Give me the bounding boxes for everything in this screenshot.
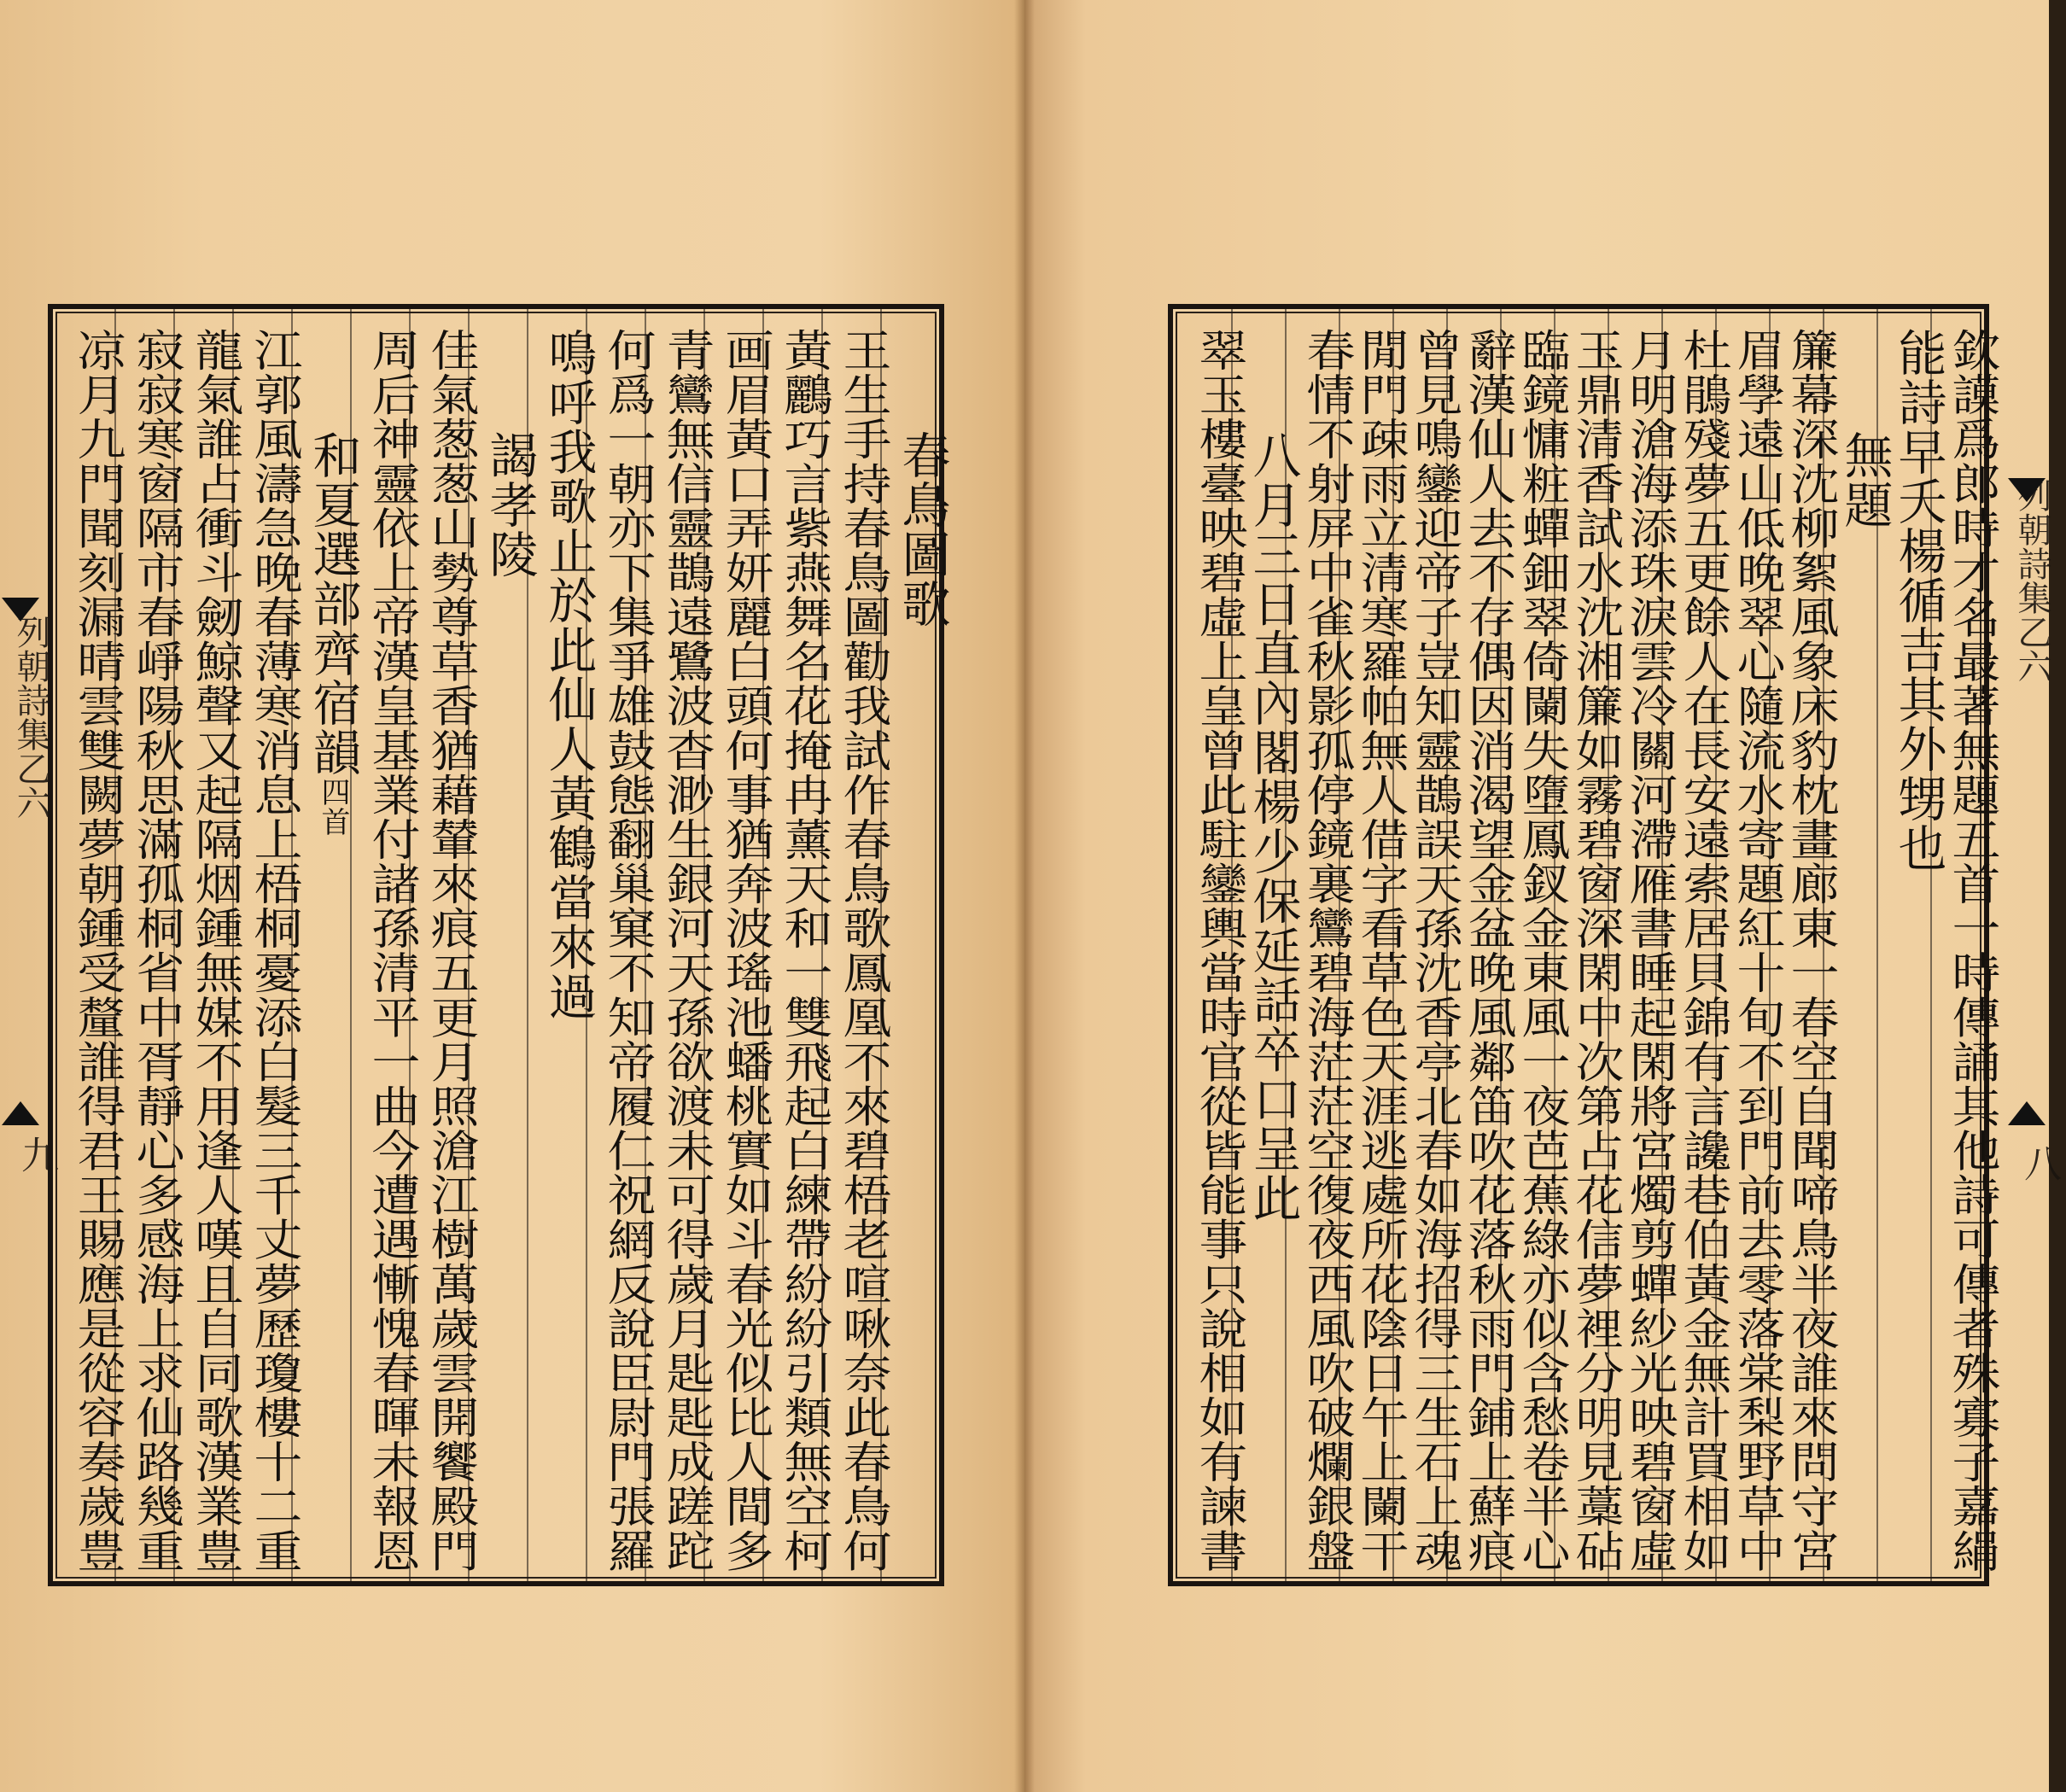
text-column: 無題 bbox=[1836, 430, 1893, 529]
text-column: 欽謨爲郎時才名最著無題五首一時傳誦其他詩可傳者殊寡子嘉絹 bbox=[1944, 328, 2000, 1573]
right-text-frame bbox=[1168, 304, 2000, 1586]
right-margin-title: 列朝詩集乙六 bbox=[2012, 478, 2051, 683]
text-column: 曾見鳴鑾迎帝子豈知靈鵲誤天孫沈香亭北春如海招得三生石上魂 bbox=[1406, 328, 1462, 1573]
text-column: 杜鵑殘夢五更餘人在長安遠索居貝錦有言讒巷伯黃金無計買相如 bbox=[1675, 328, 1731, 1573]
column-note: 四首 bbox=[316, 777, 350, 837]
text-column: 能詩早夭楊循吉其外甥也 bbox=[1890, 328, 1946, 873]
text-column: 黃鸝巧言紫燕舞名花掩冉薰天和一雙飛起白練帶紛紛引類無空柯 bbox=[776, 328, 832, 1573]
book-gutter bbox=[1014, 0, 1035, 1792]
text-column: 王生手持春鳥圖勸我試作春鳥歌鳳凰不來碧梧老喧啾奈此春鳥何 bbox=[835, 328, 891, 1573]
left-fish-tail-bottom bbox=[2, 1101, 39, 1125]
text-column: 画眉黃口弄妍麗白頭何事猶奔波瑤池蟠桃實如斗春光似比人間多 bbox=[717, 328, 773, 1573]
text-column: 寂寂寒窗隔市春崢陽秋思滿孤桐省中胥靜心多感海上求仙路幾重 bbox=[128, 328, 184, 1573]
text-column: 春情不射屏中雀秋影孤停鏡裏鸞碧海茫茫空復夜西風吹破爛銀盤 bbox=[1299, 328, 1355, 1573]
right-margin-number: 八 bbox=[2017, 1144, 2061, 1182]
right-fish-tail-bottom bbox=[2008, 1101, 2046, 1125]
text-column: 春鳥圖歌 bbox=[894, 430, 950, 628]
text-column: 八月三日直內閣楊少保延話卒口呈此 bbox=[1245, 430, 1301, 1223]
left-fish-tail-top bbox=[2, 598, 39, 622]
text-column: 月明滄海添珠淚雲冷關河滯雁書睡起閑將宮燭剪蟬紗光映碧窗虛 bbox=[1621, 328, 1678, 1573]
left-margin-number: 九 bbox=[15, 1135, 58, 1173]
text-column: 玉鼎清香試水沈湘簾如霧碧窗深閑中次第占花信夢裡分明見藁砧 bbox=[1567, 328, 1624, 1573]
text-column: 周后神靈依上帝漢皇基業付諸孫清平一曲今遭遇慚愧春暉未報恩 bbox=[364, 328, 420, 1573]
text-column: 謁孝陵 bbox=[481, 430, 538, 579]
right-fish-tail-top bbox=[2008, 478, 2046, 502]
text-column: 和夏選部齊宿韻四首 bbox=[305, 430, 361, 837]
left-text-frame bbox=[48, 304, 950, 1586]
left-margin-title: 列朝詩集乙六 bbox=[11, 615, 50, 820]
text-column: 青鸞無信靈鵲遠鷺波杳渺生銀河天孫欲渡未可得歲月匙匙成蹉跎 bbox=[658, 328, 715, 1573]
text-column: 何爲一朝亦下集爭雄鼓態翻巢窠不知帝履仁祝網反說臣尉門張羅 bbox=[599, 328, 656, 1573]
text-column: 翠玉樓臺映碧虛上皇曾此駐鑾輿當時官從皆能事只說相如有諫書 bbox=[1191, 328, 1247, 1573]
text-column: 辭漢仙人去不存偶因消渴望金盆晚風鄰笛吹花落秋雨門鋪上蘚痕 bbox=[1460, 328, 1516, 1573]
text-column: 江郭風濤急晚春薄寒消息上梧桐憂添白髮三千丈夢歷瓊樓十二重 bbox=[246, 328, 302, 1573]
text-column: 眉學遠山低晚翠心隨流水寄題紅十旬不到門前去零落棠梨野草中 bbox=[1729, 328, 1785, 1573]
text-column: 凉月九門聞刻漏晴雲雙闕夢朝鍾受釐誰得君王賜應是從容奏歲豊 bbox=[69, 328, 125, 1573]
text-column: 佳氣葱葱山勢尊草香猶藉輦來痕五更月照滄江樹萬歲雲開饗殿門 bbox=[423, 328, 479, 1573]
text-column: 臨鏡慵粧蟬鈿翠倚闌失墮鳳釵金東風一夜芭蕉綠亦似含愁卷半心 bbox=[1514, 328, 1570, 1573]
text-column: 閒門疎雨立清寒羅帕無人借字看草色天涯逃處所花陰日午上闌干 bbox=[1352, 328, 1409, 1573]
text-column: 鳴呼我歌止於此仙人黃鶴當來過 bbox=[540, 328, 597, 1021]
text-column: 龍氣誰占衝斗劒鯨聲又起隔烟鍾無媒不用逢人嘆且自同歌漢業豊 bbox=[187, 328, 243, 1573]
text-column: 簾幕深沈柳絮風象床豹枕畫廊東一春空自聞啼鳥半夜誰來問守宮 bbox=[1783, 328, 1839, 1573]
